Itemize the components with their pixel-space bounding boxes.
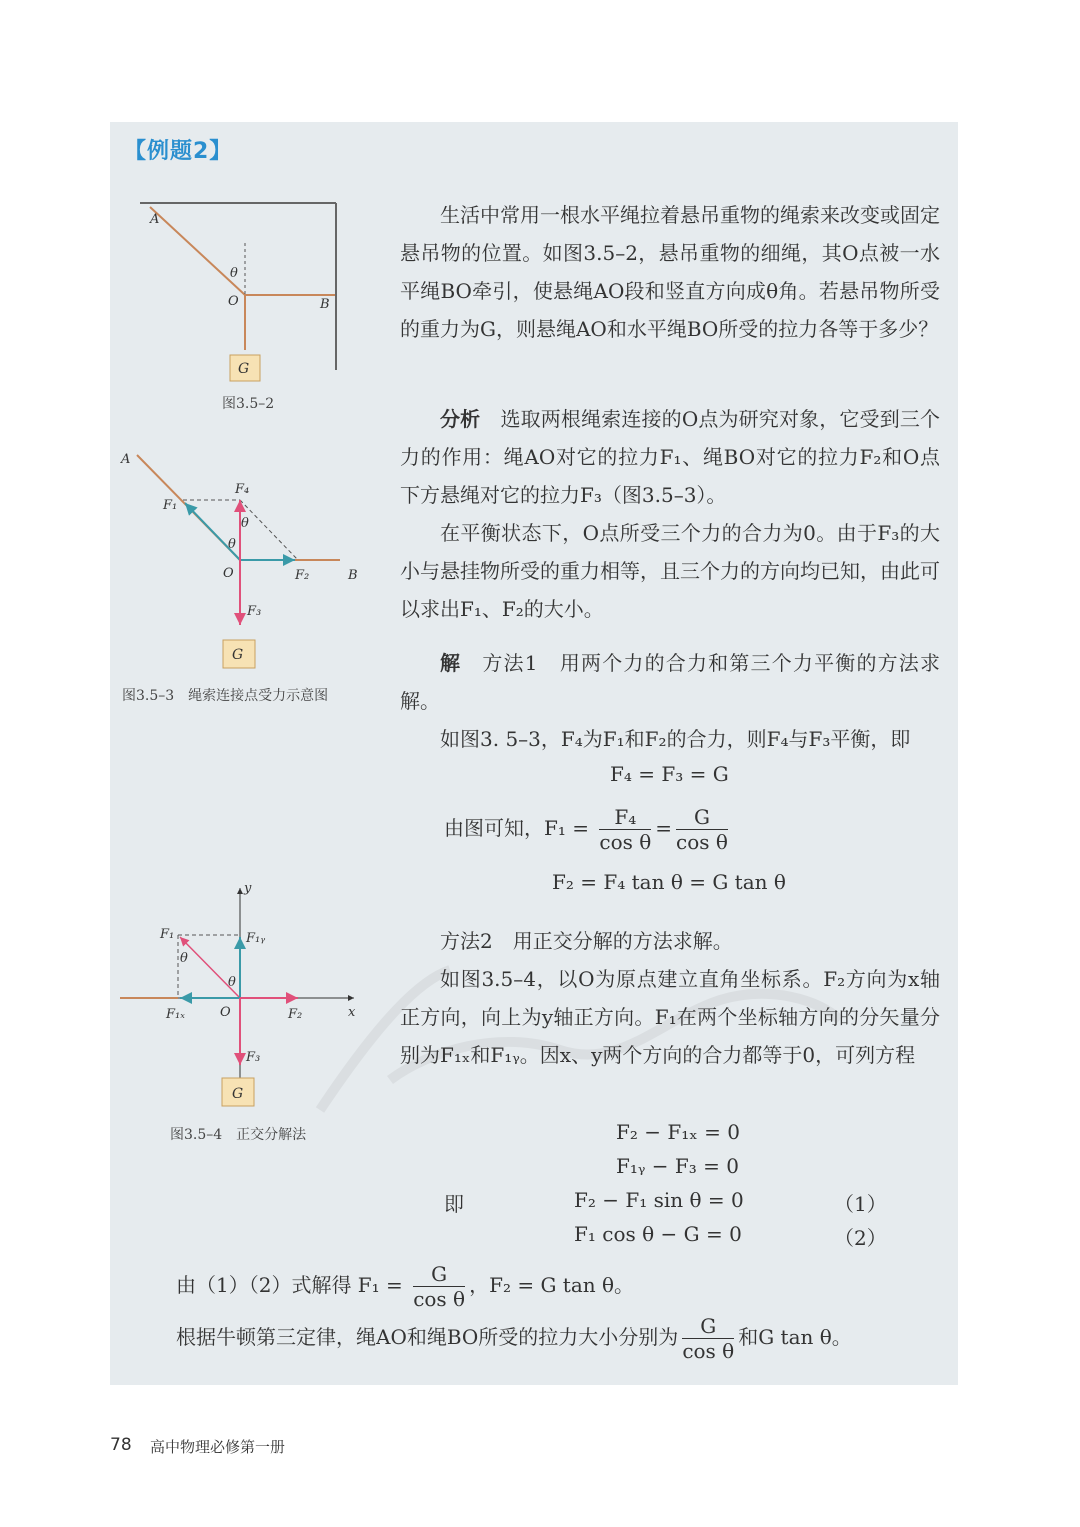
problem-text: 生活中常用一根水平绳拉着悬吊重物的绳索来改变或固定悬吊物的位置。如图3.5–2，悬吊重物的细绳，其O点被一水平绳BO牵引，使悬绳AO段和竖直方向成θ角。若悬吊物所受的重力为G，则悬绳AO和水平绳BO所受的拉力各等于多少？ (400, 203, 940, 341)
frac-num: G (413, 1262, 465, 1287)
label-f3: F₃ (247, 604, 262, 619)
analysis-para-2: 在平衡状态下，O点所受三个力的合力为0。由于F₃的大小与悬挂物所受的重力相等，且三个力的方向均已知，由此可以求出F₁、F₂的大小。 (400, 521, 940, 621)
result-line (176, 1262, 634, 1311)
method2-detail: 如图3.5–4，以O为原点建立直角坐标系。F₂方向为x轴正方向，向上为y轴正方向。F₁在两个坐标轴方向的分矢量分别为F₁ₓ和F₁ᵧ。因x、y两个方向的合力都等于0，可列方程 (400, 967, 940, 1067)
final-prefix: 根据牛顿第三定律，绳AO和绳BO所受的拉力大小分别为 (176, 1325, 679, 1349)
label-f1: F₁ (163, 498, 178, 513)
label-b: B (348, 568, 358, 583)
label-theta-1: θ (180, 951, 188, 966)
label-o: O (228, 294, 239, 309)
book-title: 高中物理必修第一册 (150, 1438, 286, 1456)
eq-f4: F₄ = F₃ = G (610, 762, 729, 786)
label-a: A (150, 212, 160, 227)
label-f2: F₂ (295, 568, 310, 583)
label-f2: F₂ (288, 1007, 303, 1022)
final-line (176, 1314, 852, 1363)
label-o: O (220, 1005, 231, 1020)
method2-text: 方法2 用正交分解的方法求解。 (440, 929, 733, 953)
label-f1x: F₁ₓ (166, 1007, 185, 1022)
analysis-para-1 (400, 400, 940, 514)
frac-num: G (676, 805, 728, 830)
method1-detail: 如图3. 5–3，F₄为F₁和F₂的合力，则F₄与F₃平衡，即 (440, 727, 911, 751)
eq-f1-prefix: 由图可知，F₁ = (444, 816, 590, 840)
analysis-text-1: 选取两根绳索连接的O点为研究对象，它受到三个力的作用：绳AO对它的拉力F₁、绳BO对它的拉力F₂和O点下方悬绳对它的拉力F₃（图3.5–3）。 (400, 407, 941, 507)
label-g: G (238, 361, 250, 377)
result-suffix: ，F₂ = G tan θ。 (469, 1273, 635, 1297)
rope-ao (150, 207, 245, 295)
eq-c: F₂ − F₁ sin θ = 0 (574, 1188, 744, 1212)
frac-den: cos θ (413, 1287, 466, 1311)
label-b: B (320, 297, 330, 312)
label-o: O (223, 566, 234, 581)
label-a: A (121, 452, 131, 467)
label-y: y (244, 881, 252, 896)
page-number: 78 (110, 1435, 132, 1455)
fig1-caption: 图3.5–2 (222, 396, 275, 412)
label-f4: F₄ (235, 482, 250, 497)
label-theta-2: θ (228, 537, 236, 552)
label-g: G (232, 647, 244, 663)
figure-3-5-2 (130, 195, 350, 390)
result-prefix: 由（1）（2）式解得 F₁ = (176, 1273, 403, 1297)
eq-f1-line: 由图可知，F₁ = $\frac{\text{F₄}}{\text{cos θ}}$ = $\frac{G}{\text{cos θ}}$ (444, 805, 728, 854)
label-f1y: F₁ᵧ (246, 931, 266, 946)
label-f3: F₃ (246, 1050, 261, 1065)
fraction-g-cos (682, 1314, 734, 1363)
eq-f2: F₂ = F₄ tan θ = G tan θ (552, 870, 786, 894)
fig2-caption: 图3.5–3 绳索连接点受力示意图 (122, 688, 329, 704)
eq-c-number: （1） (834, 1192, 887, 1216)
fig3-caption: 图3.5–4 正交分解法 (170, 1127, 307, 1143)
frac-den: cos θ (676, 830, 728, 854)
eq-a: F₂ − F₁ₓ = 0 (616, 1120, 740, 1144)
method1-text: 方法1 用两个力的合力和第三个力平衡的方法求解。 (400, 651, 940, 713)
analysis-label: 分析 (440, 407, 481, 431)
solution-label: 解 (440, 651, 462, 675)
eq-ji: 即 (444, 1192, 464, 1216)
fraction-g-cos (413, 1262, 465, 1311)
frac-num: F₄ (599, 805, 651, 830)
fraction-f4-cos (599, 805, 651, 854)
eq-d-number: （2） (834, 1226, 887, 1250)
frac-den: cos θ (682, 1339, 735, 1363)
frac-num: G (682, 1314, 734, 1339)
label-theta: θ (230, 266, 238, 281)
eq-d: F₁ cos θ − G = 0 (574, 1222, 742, 1246)
label-f1: F₁ (160, 927, 175, 942)
label-theta-1: θ (241, 516, 249, 531)
label-g: G (232, 1086, 244, 1102)
frac-den: cos θ (599, 830, 652, 854)
example-title: 【例题2】 (124, 139, 233, 164)
label-x: x (348, 1005, 356, 1020)
final-suffix: 和G tan θ。 (738, 1325, 852, 1349)
eq-b: F₁ᵧ − F₃ = 0 (616, 1154, 739, 1178)
label-theta-2: θ (228, 975, 236, 990)
solution-para (400, 644, 940, 720)
fraction-g-cos (676, 805, 728, 854)
figure-3-5-3 (115, 445, 375, 675)
